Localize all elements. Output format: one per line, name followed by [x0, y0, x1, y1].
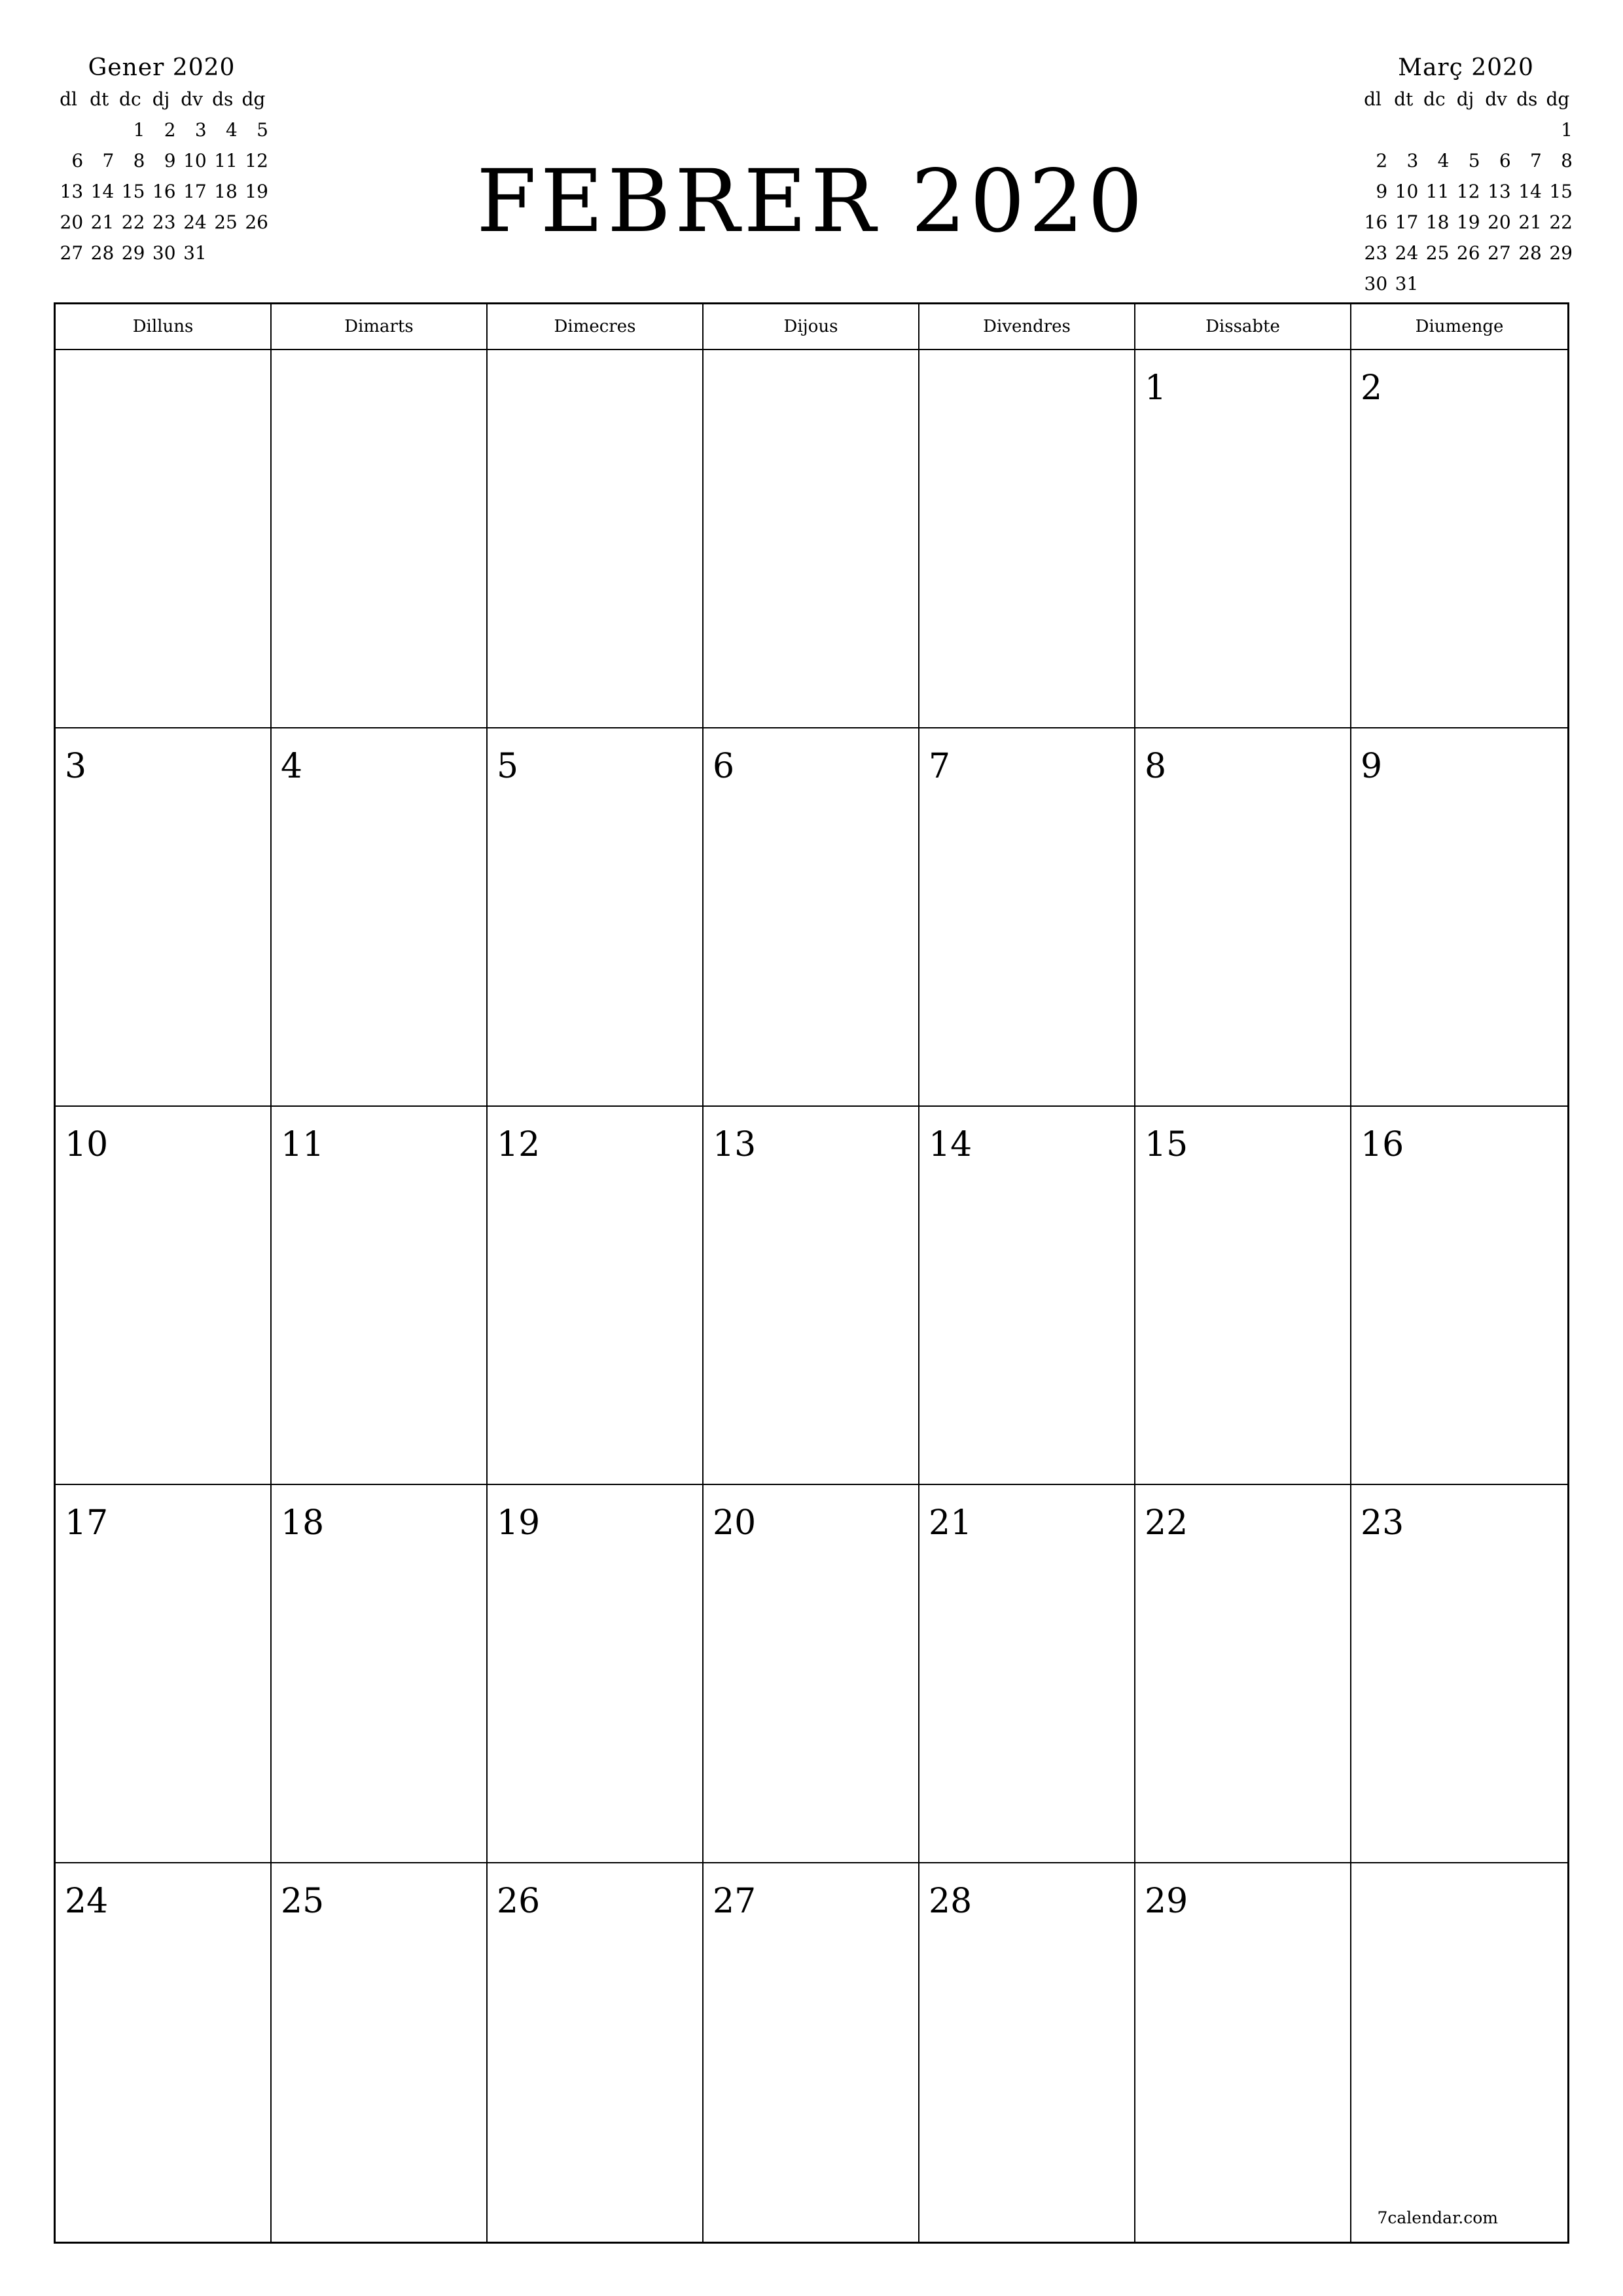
mini-day [1512, 115, 1543, 145]
day-number: 4 [281, 747, 303, 786]
mini-day [1543, 268, 1574, 299]
day-number: 24 [65, 1882, 109, 1921]
day-number: 28 [929, 1882, 972, 1921]
mini-calendar-title: Març 2020 [1398, 54, 1534, 81]
mini-day: 12 [245, 150, 268, 171]
weekday-header: Dimarts [272, 304, 488, 350]
day-number: 18 [281, 1503, 325, 1543]
mini-day: 6 [1499, 150, 1511, 171]
mini-day: 10 [1395, 181, 1419, 202]
mini-day: 30 [1364, 273, 1388, 295]
mini-weekday: dj [1456, 88, 1474, 110]
day-cell [1351, 1485, 1567, 1863]
mini-day: 2 [164, 119, 176, 141]
day-cell [272, 1863, 488, 2242]
mini-day: 14 [1518, 181, 1542, 202]
mini-calendar-title: Gener 2020 [88, 54, 236, 81]
mini-day: 18 [214, 181, 238, 202]
day-number: 22 [1145, 1503, 1188, 1543]
mini-day: 6 [71, 150, 84, 171]
day-cell [704, 1863, 919, 2242]
mini-day: 23 [1364, 242, 1388, 264]
day-cell [56, 350, 272, 728]
mini-weekday: dv [1485, 88, 1507, 110]
day-number: 11 [281, 1125, 325, 1164]
day-cell [919, 1107, 1135, 1485]
day-cell [1351, 1107, 1567, 1485]
mini-weekday: ds [212, 88, 234, 110]
mini-day: 16 [152, 181, 176, 202]
day-number: 25 [281, 1882, 325, 1921]
day-number: 19 [497, 1503, 541, 1543]
month-grid [54, 302, 1569, 2244]
mini-calendar-next [1358, 52, 1574, 299]
mini-day: 26 [1456, 242, 1480, 264]
mini-day: 25 [1425, 242, 1450, 264]
mini-day: 27 [60, 242, 84, 264]
mini-day: 16 [1364, 211, 1388, 233]
mini-day: 19 [1456, 211, 1480, 233]
mini-day: 5 [257, 119, 268, 141]
mini-day: 22 [1549, 211, 1573, 233]
day-cell [272, 1107, 488, 1485]
day-cell [919, 1485, 1135, 1863]
day-number: 1 [1145, 368, 1167, 408]
page-title: FEBRER 2020 [476, 151, 1147, 252]
day-number: 16 [1361, 1125, 1404, 1164]
mini-day: 24 [1395, 242, 1419, 264]
mini-day [1482, 268, 1512, 299]
mini-day: 17 [1395, 211, 1419, 233]
mini-day [1358, 115, 1389, 145]
mini-day: 14 [90, 181, 115, 202]
mini-day: 12 [1456, 181, 1480, 202]
mini-weekday: dc [119, 88, 141, 110]
day-number: 26 [497, 1882, 541, 1921]
day-cell [919, 350, 1135, 728]
mini-weekday: dg [1546, 88, 1570, 110]
mini-day: 15 [1549, 181, 1573, 202]
day-cell [1135, 350, 1351, 728]
day-number: 10 [65, 1125, 109, 1164]
day-cell [488, 1485, 704, 1863]
mini-day: 21 [90, 211, 115, 233]
mini-day: 26 [245, 211, 268, 233]
mini-weekday: dv [181, 88, 203, 110]
mini-weekday: dj [152, 88, 170, 110]
day-number: 8 [1145, 747, 1167, 786]
day-cell [488, 1107, 704, 1485]
mini-day: 2 [1376, 150, 1388, 171]
mini-day: 8 [133, 150, 145, 171]
mini-day: 11 [214, 150, 238, 171]
mini-day: 29 [121, 242, 145, 264]
mini-day: 3 [1406, 150, 1419, 171]
day-cell [704, 350, 919, 728]
mini-day: 13 [60, 181, 84, 202]
mini-day: 5 [1468, 150, 1480, 171]
mini-day: 23 [152, 211, 176, 233]
mini-day: 27 [1488, 242, 1511, 264]
day-cell [56, 1863, 272, 2242]
day-number: 27 [713, 1882, 757, 1921]
mini-day: 4 [1437, 150, 1450, 171]
day-number: 2 [1361, 368, 1383, 408]
mini-day [54, 115, 84, 145]
day-cell [1135, 1485, 1351, 1863]
day-cell [704, 1107, 919, 1485]
day-cell [272, 350, 488, 728]
day-cell [1351, 350, 1567, 728]
mini-day: 29 [1549, 242, 1573, 264]
mini-weekday: dl [1364, 88, 1382, 110]
mini-weekday: dc [1423, 88, 1446, 110]
weekday-header: Dijous [704, 304, 919, 350]
day-cell [919, 728, 1135, 1107]
day-number: 21 [929, 1503, 972, 1543]
day-number: 23 [1361, 1503, 1404, 1543]
day-cell [704, 1485, 919, 1863]
day-number: 5 [497, 747, 519, 786]
mini-weekday: ds [1516, 88, 1538, 110]
day-cell [488, 728, 704, 1107]
mini-day: 9 [164, 150, 176, 171]
day-cell [1135, 1863, 1351, 2242]
day-cell [704, 728, 919, 1107]
day-cell [919, 1863, 1135, 2242]
mini-day: 11 [1425, 181, 1450, 202]
mini-day: 3 [194, 119, 207, 141]
mini-day [1450, 115, 1481, 145]
mini-day [1419, 268, 1450, 299]
mini-day: 18 [1425, 211, 1450, 233]
mini-weekday: dt [90, 88, 109, 110]
mini-day: 1 [133, 119, 145, 141]
day-cell [488, 350, 704, 728]
site-credit: 7calendar.com [1377, 2208, 1498, 2227]
weekday-header: Diumenge [1351, 304, 1567, 350]
weekday-header: Dilluns [56, 304, 272, 350]
day-number: 29 [1145, 1882, 1188, 1921]
day-cell [56, 728, 272, 1107]
mini-day: 20 [1488, 211, 1511, 233]
day-cell [272, 728, 488, 1107]
mini-day: 7 [102, 150, 115, 171]
mini-day: 28 [1518, 242, 1542, 264]
mini-day [84, 115, 115, 145]
day-number: 3 [65, 747, 87, 786]
day-number: 9 [1361, 747, 1383, 786]
mini-day: 20 [60, 211, 84, 233]
mini-day [1389, 115, 1419, 145]
mini-day: 28 [90, 242, 115, 264]
day-number: 6 [713, 747, 735, 786]
mini-day [1450, 268, 1481, 299]
mini-weekday: dt [1394, 88, 1414, 110]
mini-weekday: dl [60, 88, 78, 110]
day-cell [1135, 1107, 1351, 1485]
mini-day [1512, 268, 1543, 299]
day-cell [488, 1863, 704, 2242]
day-number: 20 [713, 1503, 757, 1543]
mini-day: 22 [121, 211, 145, 233]
mini-day [1482, 115, 1512, 145]
day-cell [1351, 1863, 1567, 2242]
weekday-header: Dissabte [1135, 304, 1351, 350]
weekday-header: Dimecres [488, 304, 704, 350]
mini-day: 13 [1488, 181, 1511, 202]
day-number: 12 [497, 1125, 541, 1164]
mini-day: 7 [1530, 150, 1542, 171]
mini-day: 19 [245, 181, 268, 202]
mini-day: 21 [1518, 211, 1542, 233]
mini-day [1419, 115, 1450, 145]
day-cell [56, 1485, 272, 1863]
day-number: 7 [929, 747, 951, 786]
mini-day: 4 [226, 119, 238, 141]
mini-day: 8 [1561, 150, 1573, 171]
mini-day: 31 [183, 242, 207, 264]
mini-day: 31 [1395, 273, 1419, 295]
day-number: 15 [1145, 1125, 1188, 1164]
mini-calendar-grid [1358, 84, 1574, 299]
day-cell [1351, 728, 1567, 1107]
day-number: 14 [929, 1125, 972, 1164]
mini-day: 17 [183, 181, 207, 202]
mini-day: 24 [183, 211, 207, 233]
mini-day: 15 [121, 181, 145, 202]
mini-day: 30 [152, 242, 176, 264]
mini-day: 1 [1561, 119, 1573, 141]
weekday-header: Divendres [919, 304, 1135, 350]
day-cell [56, 1107, 272, 1485]
day-number: 13 [713, 1125, 757, 1164]
day-cell [272, 1485, 488, 1863]
mini-weekday: dg [241, 88, 266, 110]
day-cell [1135, 728, 1351, 1107]
mini-day: 25 [214, 211, 238, 233]
mini-day: 10 [183, 150, 207, 171]
day-number: 17 [65, 1503, 109, 1543]
mini-day: 9 [1376, 181, 1388, 202]
